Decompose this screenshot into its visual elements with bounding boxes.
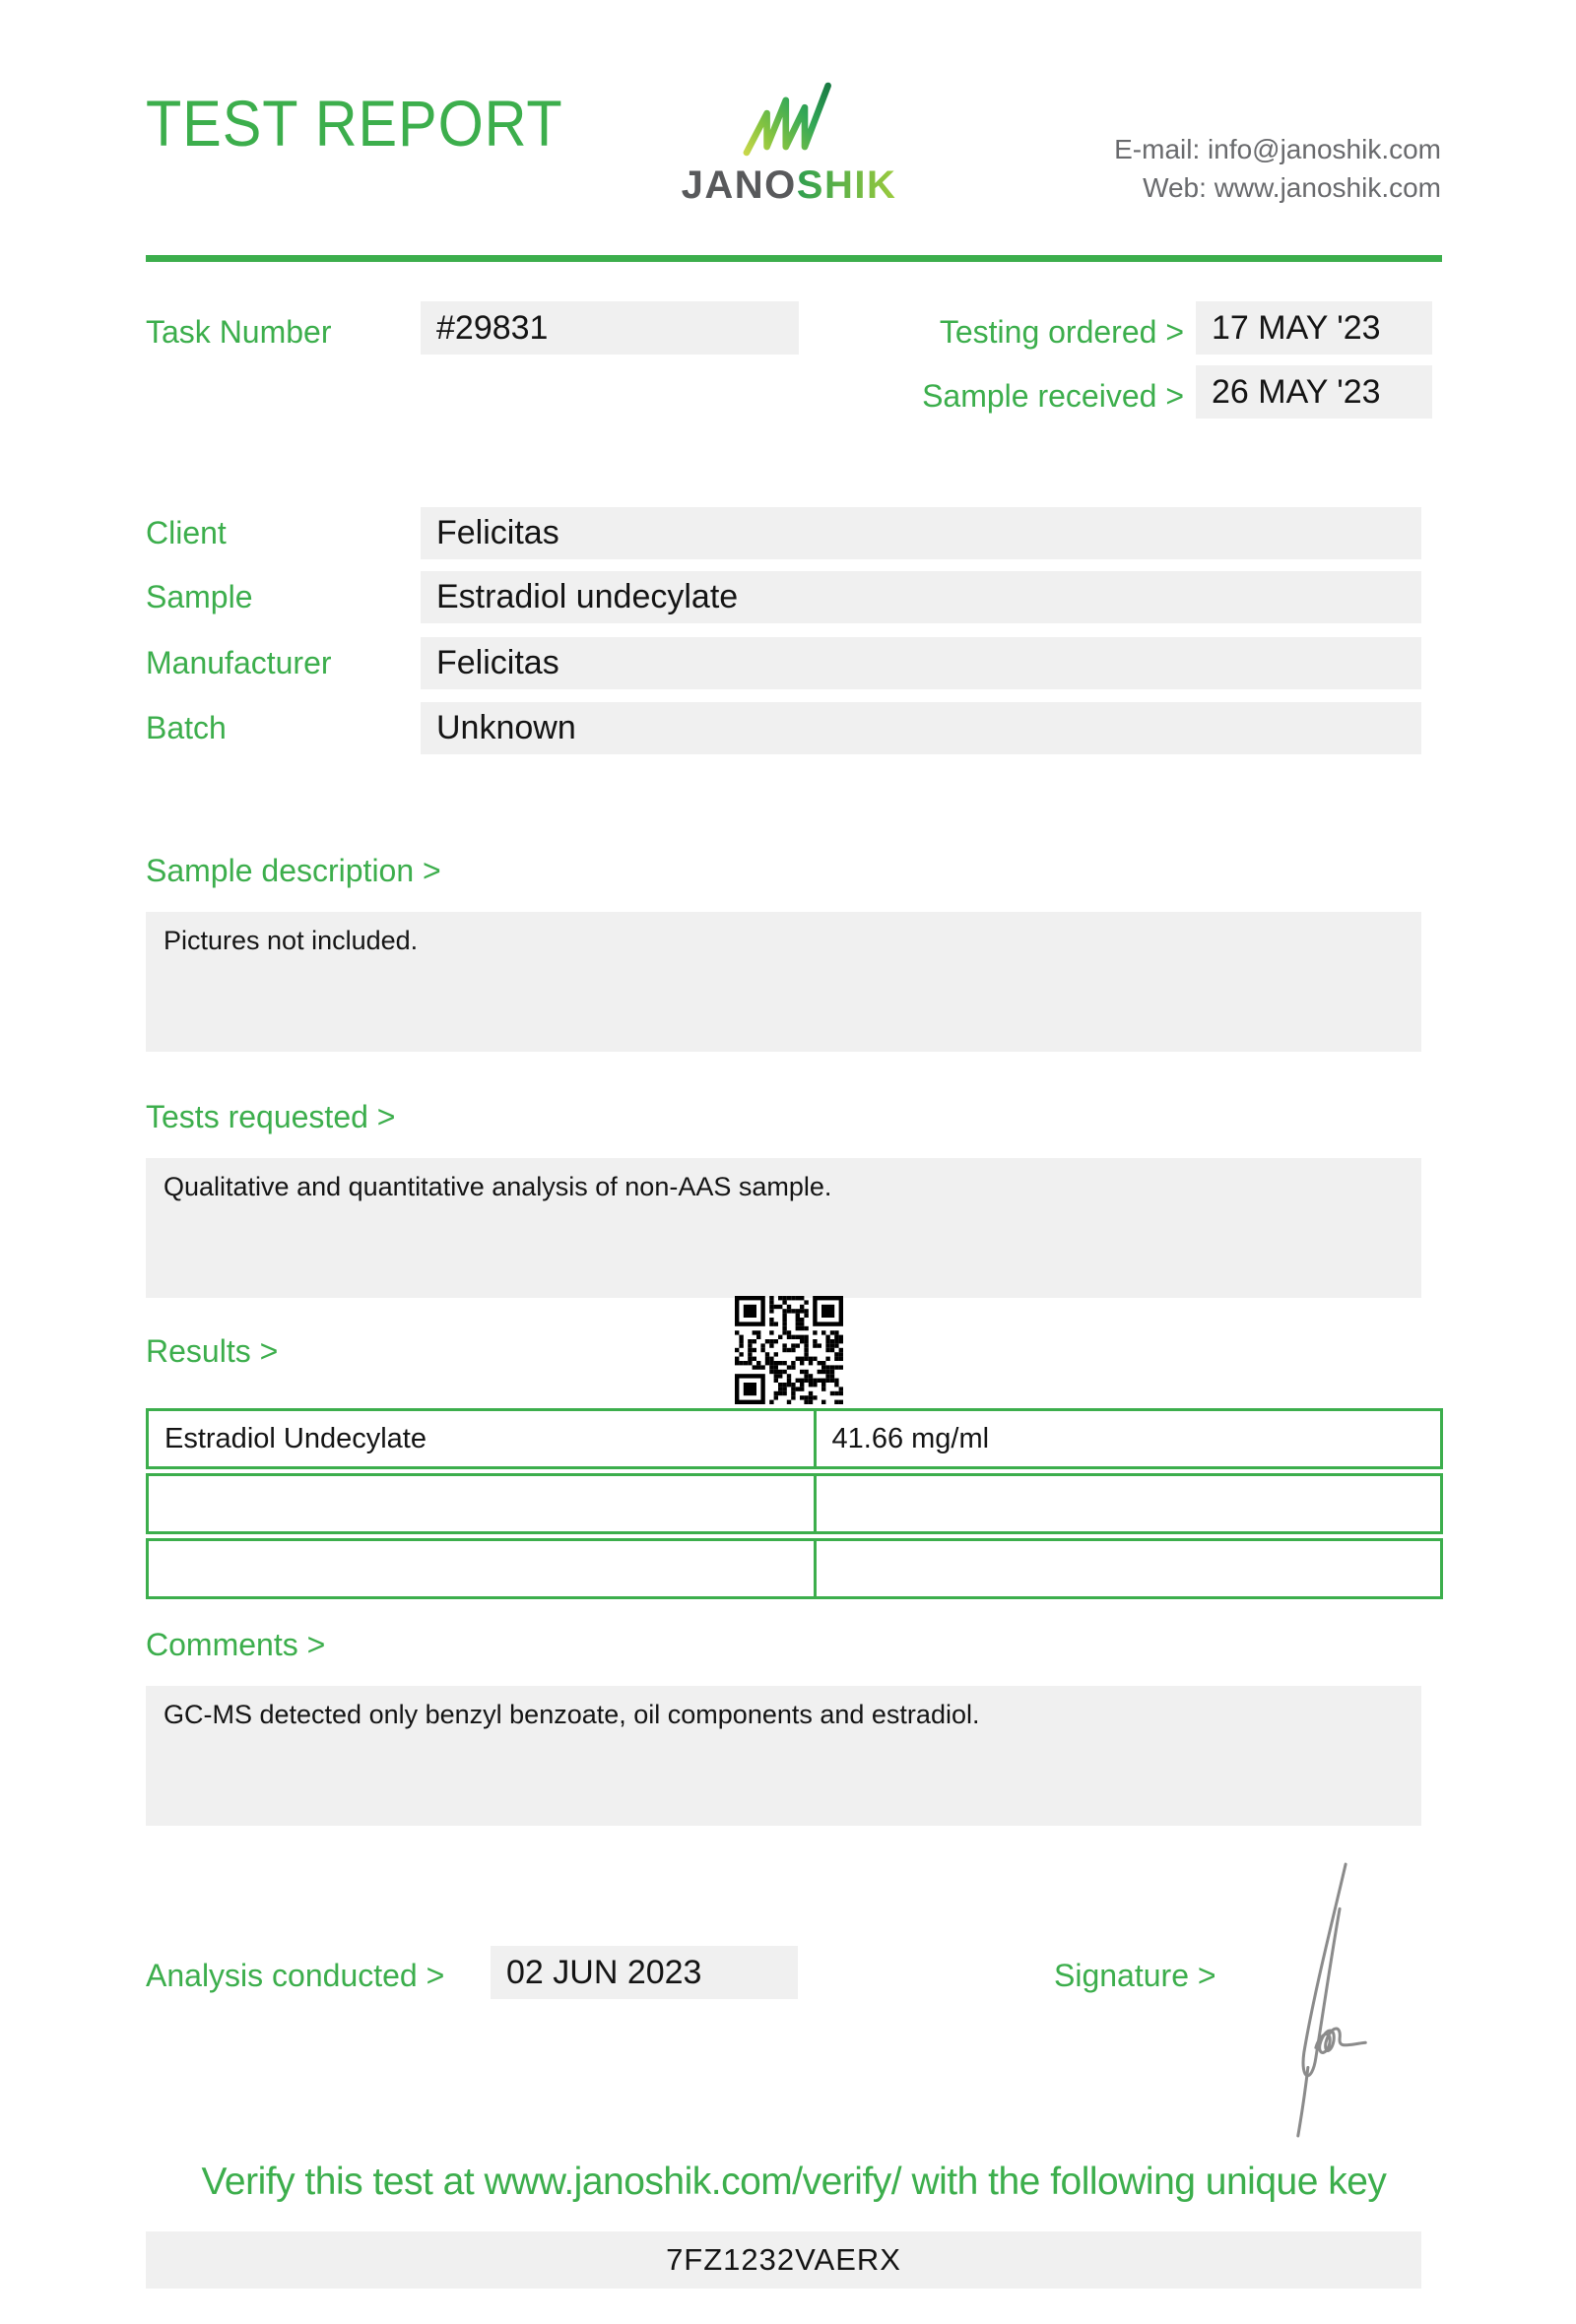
batch-label: Batch bbox=[146, 710, 227, 745]
verify-instruction: Verify this test at www.janoshik.com/verify/ with the following unique key bbox=[201, 2161, 1387, 2203]
janoshik-wordmark bbox=[680, 165, 898, 205]
sample-received-label: Sample received > bbox=[922, 378, 1184, 414]
signature-label: Signature > bbox=[1054, 1958, 1216, 1993]
manufacturer-value: Felicitas bbox=[421, 637, 1421, 689]
result-substance bbox=[146, 1473, 814, 1534]
janoshik-chart-icon bbox=[741, 77, 835, 161]
contact-email: E-mail: info@janoshik.com bbox=[1114, 134, 1441, 164]
header-divider bbox=[146, 255, 1442, 262]
sample-description-heading: Sample description > bbox=[146, 853, 441, 888]
task-number-value: #29831 bbox=[421, 301, 799, 355]
tests-requested-heading: Tests requested > bbox=[146, 1099, 396, 1134]
task-number-label: Task Number bbox=[146, 314, 332, 350]
signature-image bbox=[1274, 1854, 1384, 2142]
comments-box: GC-MS detected only benzyl benzoate, oil components and estradiol. bbox=[146, 1686, 1421, 1826]
contact-block bbox=[1114, 130, 1441, 207]
result-value: 41.66 mg/ml bbox=[814, 1408, 1444, 1469]
analysis-conducted-label: Analysis conducted > bbox=[146, 1958, 445, 1993]
result-substance bbox=[146, 1538, 814, 1599]
detail-row-client bbox=[146, 507, 1421, 559]
verify-key: 7FZ1232VAERX bbox=[146, 2231, 1421, 2289]
comments-heading: Comments > bbox=[146, 1627, 326, 1662]
qr-code bbox=[735, 1296, 843, 1404]
testing-ordered-date: 17 MAY '23 bbox=[1196, 301, 1432, 355]
sample-value: Estradiol undecylate bbox=[421, 571, 1421, 623]
result-value bbox=[814, 1538, 1444, 1599]
wordmark-right: SHIK bbox=[796, 163, 897, 207]
detail-row-manufacturer bbox=[146, 637, 1421, 689]
detail-row-sample bbox=[146, 571, 1421, 623]
result-substance: Estradiol Undecylate bbox=[146, 1408, 814, 1469]
sample-label: Sample bbox=[146, 579, 253, 614]
contact-web: Web: www.janoshik.com bbox=[1143, 172, 1441, 203]
detail-row-batch bbox=[146, 702, 1421, 754]
analysis-conducted-date: 02 JUN 2023 bbox=[491, 1946, 798, 1999]
page-title: TEST REPORT bbox=[146, 87, 563, 160]
tests-requested-box: Qualitative and quantitative analysis of non-AAS sample. bbox=[146, 1158, 1421, 1298]
results-heading: Results > bbox=[146, 1333, 279, 1369]
client-value: Felicitas bbox=[421, 507, 1421, 559]
wordmark-left: JANO bbox=[681, 163, 797, 207]
batch-value: Unknown bbox=[421, 702, 1421, 754]
results-row bbox=[146, 1473, 1443, 1534]
results-row bbox=[146, 1408, 1443, 1469]
sample-received-date: 26 MAY '23 bbox=[1196, 365, 1432, 419]
testing-ordered-label: Testing ordered > bbox=[939, 314, 1184, 350]
results-table bbox=[146, 1404, 1443, 1603]
manufacturer-label: Manufacturer bbox=[146, 645, 332, 680]
results-row bbox=[146, 1538, 1443, 1599]
client-label: Client bbox=[146, 515, 227, 550]
sample-description-box: Pictures not included. bbox=[146, 912, 1421, 1052]
result-value bbox=[814, 1473, 1444, 1534]
